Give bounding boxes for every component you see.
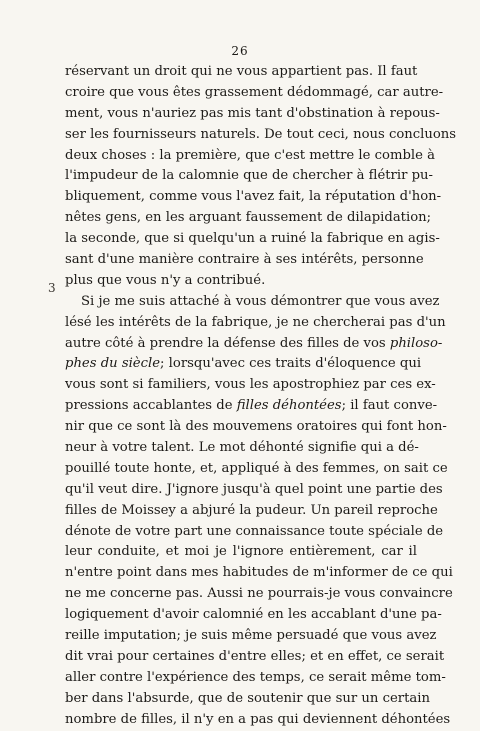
text-segment: ; lorsqu'avec ces traits d'éloquence qui — [160, 356, 422, 372]
text-line — [65, 563, 453, 584]
text-segment: bliquement, comme vous l'avez fait, la réputation d'hon- — [65, 189, 442, 205]
text-segment: plus que vous n'y a contribué. — [65, 272, 266, 288]
text-segment: logiquement d'avoir calomnié en les accablant d'une pa- — [65, 607, 442, 623]
text-line — [65, 459, 448, 480]
text-segment: sant d'une manière contraire à ses intérêts, personne — [65, 252, 424, 268]
text-segment: dit vrai pour certaines d'entre elles; et en effet, ce serait — [65, 648, 445, 664]
text-line — [65, 375, 436, 396]
text-line — [65, 271, 417, 292]
italic-phrase: phes du siècle — [65, 356, 161, 372]
text-segment: leur conduite, et moi je l'ignore entièrement, car il — [65, 544, 417, 560]
text-line — [65, 104, 440, 125]
text-line — [65, 668, 446, 689]
text-line — [65, 480, 443, 501]
text-segment: nombre de filles, il n'y en a pas qui deviennent déhontées — [65, 711, 451, 727]
text-line — [65, 208, 432, 229]
text-line — [65, 83, 444, 104]
text-segment: n'entre point dans mes habitudes de m'informer de ce qui — [65, 565, 453, 581]
text-segment: vous sont si familiers, vous les apostrophiez par ces ex- — [65, 377, 436, 393]
text-segment: autre côté à prendre la défense des filles de vos — [65, 335, 390, 351]
text-line — [65, 229, 440, 250]
text-line — [65, 605, 442, 626]
text-segment: ; il faut conve- — [341, 398, 438, 414]
text-segment: lésé les intérêts de la fabrique, je ne chercherai pas d'un — [65, 314, 446, 330]
text-segment: Si je me suis attaché à vous démontrer que vous avez — [81, 293, 440, 309]
text-line — [65, 689, 430, 710]
text-segment: aller contre l'expérience des temps, ce serait même tom- — [65, 669, 446, 685]
text-line — [65, 542, 417, 563]
text-line — [65, 187, 442, 208]
italic-phrase: philoso- — [389, 335, 443, 351]
text-line — [65, 417, 447, 438]
text-segment: réservant un droit qui ne vous appartient pas. Il faut — [65, 64, 418, 79]
text-segment: pressions accablantes de — [65, 398, 237, 414]
text-segment: reille imputation; je suis même persuadé que vous avez — [65, 628, 437, 644]
text-line — [65, 710, 451, 731]
text-line — [65, 292, 440, 313]
text-line — [65, 626, 437, 647]
text-line — [65, 647, 445, 668]
text-line — [65, 313, 446, 334]
body-text — [65, 62, 457, 731]
text-segment: croire que vous êtes grassement dédommagé, car autre- — [65, 84, 444, 100]
text-segment: pouillé toute honte, et, appliqué à des femmes, on sait ce — [65, 460, 448, 476]
text-segment: ment, vous n'auriez pas mis tant d'obstination à repous- — [65, 105, 440, 121]
text-segment: la seconde, que si quelqu'un a ruiné la fabrique en agis- — [65, 231, 440, 247]
text-line — [65, 354, 422, 375]
page-number: 26 — [231, 44, 249, 58]
text-segment: nêtes gens, en les arguant faussement de dilapidation; — [65, 210, 432, 226]
text-segment: ne me concerne pas. Aussi ne pourrais-je vous convaincre — [65, 586, 453, 602]
text-line — [65, 250, 424, 271]
text-segment: l'impudeur de la calomnie que de chercher à flétrir pu- — [65, 168, 433, 184]
text-segment: neur à votre talent. Le mot déhonté signifie qui a dé- — [65, 440, 419, 456]
text-line — [65, 166, 433, 187]
text-segment: ber dans l'absurde, que de soutenir que sur un certain — [65, 690, 430, 706]
text-line — [65, 146, 435, 167]
text-segment: filles de Moissey a abjuré la pudeur. Un pareil reproche — [65, 502, 438, 518]
text-line — [65, 125, 457, 146]
italic-phrase: filles déhontées — [236, 398, 342, 414]
text-line — [65, 396, 438, 417]
margin-mark: 3 — [48, 281, 56, 295]
text-line — [65, 438, 417, 459]
text-line — [65, 584, 453, 605]
text-segment: qu'il veut dire. J'ignore jusqu'à quel point une partie des — [65, 481, 443, 497]
text-line — [65, 62, 417, 83]
text-line — [65, 522, 444, 543]
text-line — [65, 501, 438, 522]
text-segment: ser les fournisseurs naturels. De tout ceci, nous concluons — [65, 126, 457, 142]
text-segment: deux choses : la première, que c'est mettre le comble à — [65, 147, 435, 163]
text-segment: nir que ce sont là des mouvemens oratoires qui font hon- — [65, 419, 447, 435]
text-line — [65, 334, 443, 355]
text-segment: dénote de votre part une connaissance toute spéciale de — [65, 523, 444, 539]
